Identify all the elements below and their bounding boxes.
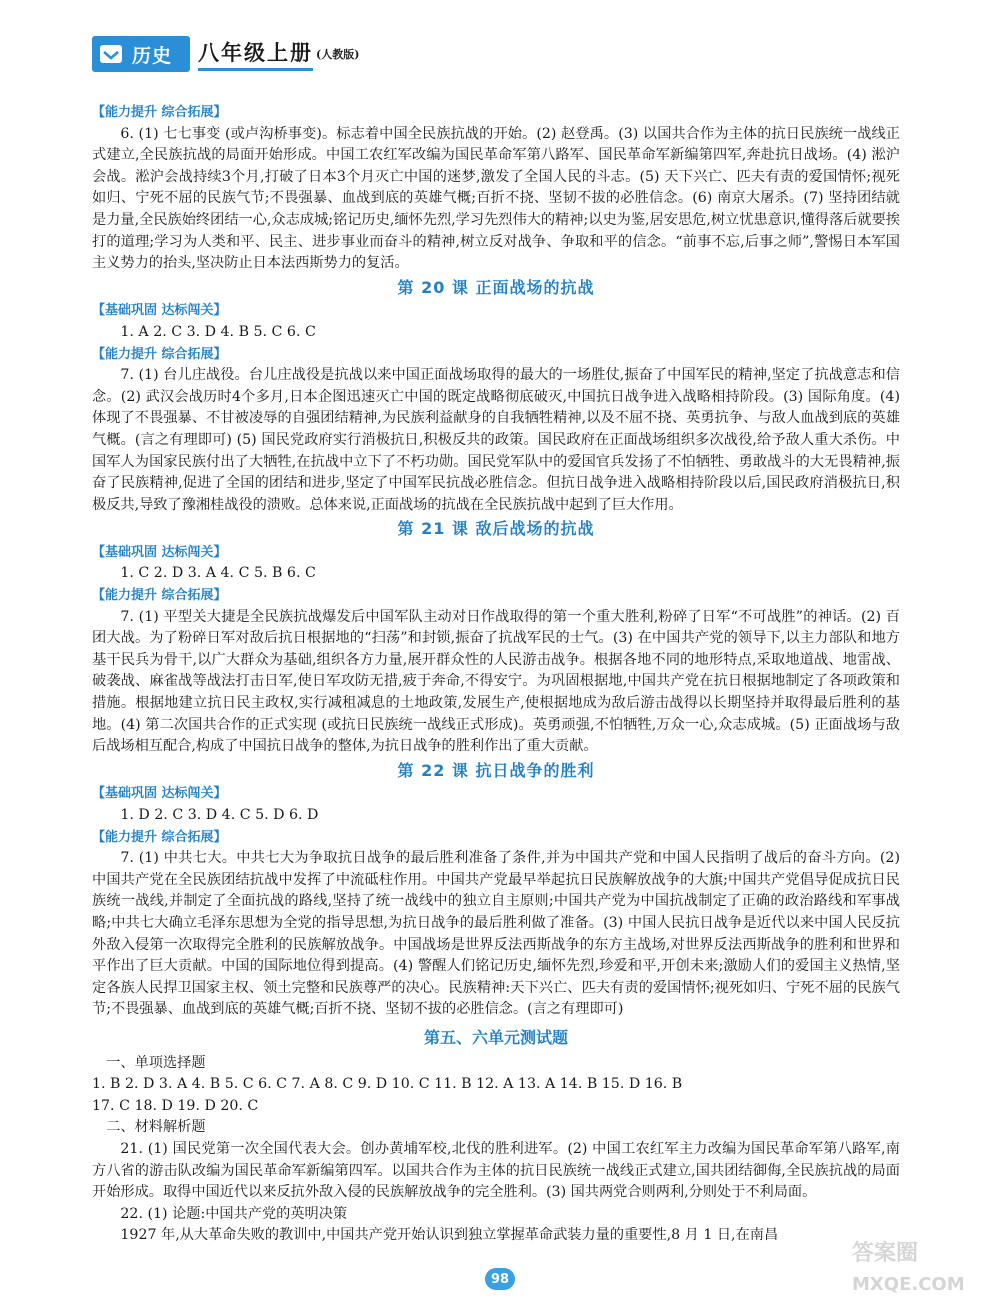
choice-answers: 1. A 2. C 3. D 4. B 5. C 6. C: [120, 323, 316, 340]
choice-answers: 17. C 18. D 19. D 20. C: [92, 1097, 259, 1114]
answer-paragraph: 7. (1) 中共七大。中共七大为争取抗日战争的最后胜利准备了条件,并为中国共产党和中国人民指明了战后的奋斗方向。(2) 中国共产党在全民族团结抗战中发挥了中流砥柱作用。中国共产党最早举起抗日民族解放战争的大旗;中国共产党倡导促成抗日民族统一战线,并制定了全面抗战的路线,坚持了统一战线中的独立自主原则;中国共产党为中国抗战制定了正确的政治路线和军事战略;中共七大确立毛泽东思想为全党的指导思想,为抗日战争的最后胜利做了准备。(3) 中国人民抗日战争是近代以来中国人民反抗外敌入侵第一次取得完全胜利的民族解放战争。中国战场是世界反法西斯战争的东方主战场,对世界反法西斯战争的胜利和世界和平作出了巨大贡献。中国的国际地位得到提高。(4) 警醒人们铭记历史,缅怀先烈,珍爱和平,开创未来;激励人们的爱国主义热情,坚定各族人民捍卫国家主权、领土完整和民族尊严的决心。民族精神:天下兴亡、匹夫有责的爱国情怀;视死如归、宁死不屈的民族气节;不畏强暴、血战到底的英雄气概;百折不挠、坚韧不拔的必胜信念。(言之有理即可): [92, 850, 900, 1018]
answer-paragraph: 6. (1) 七七事变 (或卢沟桥事变)。标志着中国全民族抗战的开始。(2) 赵登禹。(3) 以国共合作为主体的抗日民族统一战线正式建立,全民族抗战的局面开始形成。中国工农红军改编为国民革命军第八路军、国民革命军新编第四军,奔赴抗日战场。(4) 淞沪会战。淞沪会战持续3个月,打破了日本3个月灭亡中国的迷梦,激发了全国人民的斗志。(5) 天下兴亡、匹夫有责的爱国情怀;视死如归、宁死不屈的民族气节;不畏强暴、血战到底的英雄气概;百折不挠、坚韧不拔的必胜信念。(6) 南京大屠杀。(7) 坚持团结就是力量,全民族始终团结一心,众志成城;铭记历史,缅怀先烈,学习先烈伟大的精神;以史为鉴,居安思危,树立忧患意识,懂得落后就要挨打的道理;学习为人类和平、民主、进步事业而奋斗的精神,树立反对战争、争取和平的信念。“前事不忘,后事之师”,警惕日本军国主义势力的抬头,坚决防止日本法西斯势力的复活。: [92, 125, 900, 272]
book-icon: [98, 41, 124, 67]
lesson-title: 第 21 课 敌后战场的抗战: [397, 519, 595, 539]
edition-label: (人教版): [316, 48, 360, 61]
watermark-logo: [848, 1228, 988, 1303]
section-tag-advanced: 【能力提升 综合拓展】: [92, 105, 227, 120]
lesson-title: 第 20 课 正面战场的抗战: [397, 277, 595, 297]
watermark-text: 答案圈: [852, 1241, 919, 1266]
unit-test-title: 第五、六单元测试题: [423, 1027, 568, 1047]
section-tag-basic: 【基础巩固 达标闯关】: [92, 303, 227, 319]
page-number: 98: [485, 1268, 515, 1290]
choice-answers: 1. C 2. D 3. A 4. C 5. B 6. C: [120, 565, 316, 582]
section-tag-advanced: 【能力提升 综合拓展】: [92, 346, 227, 362]
answer-paragraph: 1927 年,从大革命失败的教训中,中国共产党开始认识到独立掌握革命武装力量的重要性,8 月 1 日,在南昌: [120, 1227, 779, 1244]
choice-answers: 1. B 2. D 3. A 4. B 5. C 6. C 7. A 8. C 9. D 10. C 11. B 12. A 13. A 14. B 15. D 16. B: [92, 1076, 683, 1093]
section-tag-basic: 【基础巩固 达标闯关】: [92, 786, 227, 802]
answer-paragraph: 7. (1) 台儿庄战役。台儿庄战役是抗战以来中国正面战场取得的最大的一场胜仗,振奋了中国军民的精神,坚定了抗战意志和信念。(2) 武汉会战历时4个多月,日本企图迅速灭亡中国的既定战略彻底破灭,中国抗日战争进入战略相持阶段。(3) 国际角度。(4) 体现了不畏强暴、不甘被凌辱的自强团结精神,为民族利益献身的自我牺牲精神,以及不屈不挠、英勇抗争、与敌人血战到底的英雄气概。(言之有理即可) (5) 国民党政府实行消极抗日,积极反共的政策。国民政府在正面战场组织多次战役,给予敌人重大杀伤。中国军人为国家民族付出了大牺牲,在抗战中立下了不朽功勋。国民党军队中的爱国官兵发扬了不怕牺牲、勇敢战斗的大无畏精神,振奋了民族精神,促进了全国的团结和进步,坚定了中国军民抗战必胜信念。但抗日战争进入战略相持阶段以后,国民政府消极抗日,积极反共,导致了豫湘桂战役的溃败。总体来说,正面战场的抗战在全民族抗战中起到了巨大作用。: [92, 367, 900, 513]
answer-paragraph: 21. (1) 国民党第一次全国代表大会。创办黄埔军校,北伐的胜利进军。(2) 中国工农红军主力改编为国民革命军第八路军,南方八省的游击队改编为国民革命军新编第四军。以国共合作为主体的抗日民族统一战线正式建立,国共团结御侮,全民族抗战的局面开始形成。取得中国近代以来反抗外敌入侵的民族解放战争的完全胜利。(3) 国共两党合则两利,分则处于不利局面。: [92, 1140, 900, 1201]
answer-paragraph: 7. (1) 平型关大捷是全民族抗战爆发后中国军队主动对日作战取得的第一个重大胜利,粉碎了日军“不可战胜”的神话。(2) 百团大战。为了粉碎日军对敌后抗日根据地的“扫荡”和封锁,振奋了抗战军民的士气。(3) 在中国共产党的领导下,以主力部队和地方基干民兵为骨干,以广大群众为基础,组织各方力量,展开群众性的人民游击战争。根据各地不同的地形特点,采取地道战、地雷战、破袭战、麻雀战等战法打击日军,使日军攻防无措,疲于奔命,不得安宁。为巩固根据地,中国共产党在抗日根据地制定了各项政策和措施。根据地建立抗日民主政权,实行减租减息的土地政策,发展生产,使根据地成为敌后游击战得以长期坚持并取得最后胜利的基地。(4) 第二次国共合作的正式实现 (或抗日民族统一战线正式形成)。英勇顽强,不怕牺牲,万众一心,众志成城。(5) 正面战场与敌后战场相互配合,构成了中国抗日战争的整体,为抗日战争的胜利作出了重大贡献。: [92, 608, 900, 755]
section-tag-basic: 【基础巩固 达标闯关】: [92, 544, 227, 560]
section-tag-advanced: 【能力提升 综合拓展】: [92, 829, 227, 845]
page-header: [92, 35, 359, 73]
subject-logo: [92, 36, 190, 72]
answer-paragraph: 22. (1) 论题:中国共产党的英明决策: [120, 1205, 348, 1222]
choice-answers: 1. D 2. C 3. D 4. C 5. D 6. D: [120, 807, 319, 823]
section-heading: 一、单项选择题: [106, 1054, 206, 1071]
lesson-title: 第 22 课 抗日战争的胜利: [397, 760, 595, 780]
section-tag-advanced: 【能力提升 综合拓展】: [92, 588, 227, 604]
watermark-url: MXQE.COM: [852, 1274, 965, 1295]
answer-content: [92, 102, 900, 1247]
section-heading: 二、材料解析题: [106, 1119, 206, 1136]
grade-title: 八年级上册: [198, 37, 313, 71]
subject-label: 历史: [132, 44, 173, 67]
